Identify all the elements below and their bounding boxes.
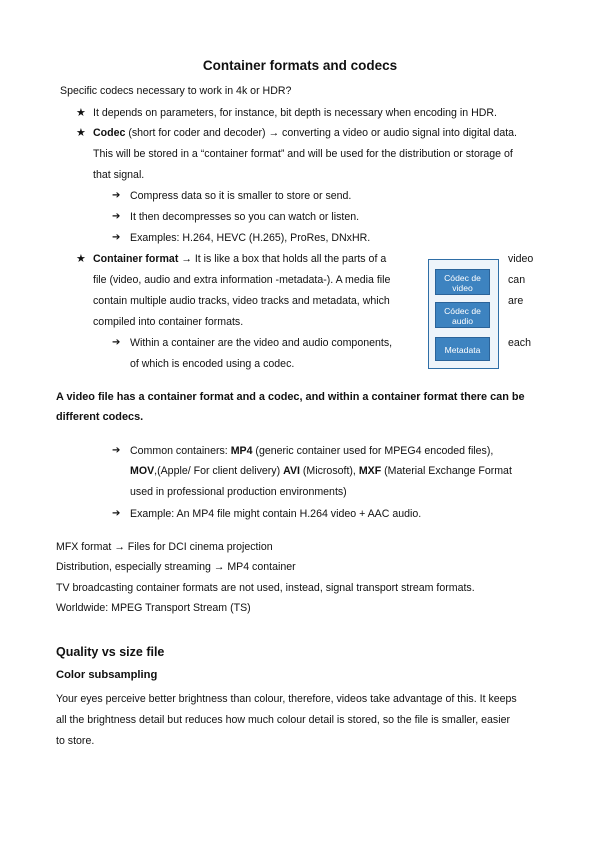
container-sub-line-2: of which is encoded using a codec. — [130, 358, 295, 370]
note-mfx: MFX format → Files for DCI cinema projection — [56, 541, 273, 553]
containers-example: Example: An MP4 file might contain H.264 video + AAC audio. — [130, 508, 422, 520]
containers-line-3: used in professional production environments) — [130, 486, 347, 498]
container-line-1-end: video — [508, 253, 534, 265]
container-definition: → It is like a box that holds all the parts of a — [178, 253, 387, 265]
arrow-icon: ➔ — [112, 232, 121, 243]
arrow-icon: ➔ — [112, 508, 121, 519]
note-tv-broadcasting: TV broadcasting container formats are not used, instead, signal transport stream formats. — [56, 582, 475, 594]
star-icon: ★ — [76, 253, 86, 265]
quality-paragraph-line-2: all the brightness detail but reduces how much colour detail is stored, so the file is smaller, easier — [56, 714, 510, 726]
container-line-2-end: can — [508, 274, 526, 286]
diagram-video-codec-label-1: Códec de — [444, 273, 481, 283]
containers-mp4-desc: (generic container used for MPEG4 encoded files), — [252, 445, 494, 457]
arrow-icon: ➔ — [112, 211, 121, 222]
codec-sub-item: Compress data so it is smaller to store or send. — [130, 190, 352, 202]
summary-line-2: different codecs. — [56, 411, 144, 423]
arrow-icon: ➔ — [112, 337, 121, 348]
star-icon: ★ — [76, 107, 86, 119]
container-mp4: MP4 — [230, 445, 253, 457]
page-title: Container formats and codecs — [202, 58, 398, 73]
star-icon: ★ — [76, 127, 86, 139]
container-mxf: MXF — [358, 465, 382, 477]
container-line-2: file (video, audio and extra information -metadata-). A media file — [93, 274, 391, 286]
containers-prefix: Common containers: — [130, 445, 231, 457]
container-sub-line-1: Within a container are the video and audio components, — [130, 337, 393, 349]
containers-avi-desc: (Microsoft), — [299, 465, 359, 477]
diagram-audio-codec-label-2: audio — [451, 316, 474, 326]
codec-line-3: that signal. — [93, 169, 145, 181]
codec-definition: (short for coder and decoder) → converting a video or audio signal into digital data. — [125, 127, 517, 139]
container-diagram — [428, 259, 499, 369]
note-worldwide: Worldwide: MPEG Transport Stream (TS) — [56, 602, 251, 614]
section-heading-quality: Quality vs size file — [56, 645, 165, 659]
codec-sub-item: Examples: H.264, HEVC (H.265), ProRes, DNxHR. — [130, 232, 371, 244]
diagram-audio-codec-box — [435, 302, 490, 328]
subheading-color-subsampling: Color subsampling — [56, 669, 158, 681]
container-line-3-end: are — [508, 295, 524, 307]
containers-mxf-desc: (Material Exchange Format — [381, 465, 512, 477]
diagram-video-codec-label-2: video — [452, 283, 473, 293]
intro-question: Specific codecs necessary to work in 4k or HDR? — [60, 85, 292, 97]
container-line-4: compiled into container formats. — [93, 316, 244, 328]
quality-paragraph-line-3: to store. — [56, 735, 95, 747]
codec-line-1 — [93, 126, 517, 140]
arrow-icon: ➔ — [112, 190, 121, 201]
container-line-3: contain multiple audio tracks, video tracks and metadata, which — [93, 295, 390, 307]
diagram-video-codec-box — [435, 269, 490, 295]
container-avi: AVI — [283, 465, 300, 477]
containers-mov-desc: ,(Apple/ For client delivery) — [154, 465, 284, 477]
quality-paragraph-line-1: Your eyes perceive better brightness than colour, therefore, videos take advantage of this. It keeps — [56, 693, 517, 705]
containers-line-1 — [130, 444, 493, 458]
container-line-1 — [93, 252, 386, 266]
container-term: Container format — [93, 253, 179, 265]
codec-line-2: This will be stored in a “container format” and will be used for the distribution or storage of — [93, 148, 513, 160]
diagram-audio-codec-label-1: Códec de — [444, 306, 481, 316]
bullet-parameters: It depends on parameters, for instance, bit depth is necessary when encoding in HDR. — [93, 107, 497, 119]
arrow-icon: ➔ — [112, 445, 121, 456]
summary-line-1: A video file has a container format and a codec, and within a container format there can be — [56, 391, 525, 403]
containers-line-2 — [130, 464, 512, 478]
codec-term: Codec — [93, 127, 126, 139]
container-sub-line-1-end: each — [508, 337, 531, 349]
note-distribution: Distribution, especially streaming → MP4 container — [56, 561, 296, 573]
diagram-metadata-label: Metadata — [444, 345, 481, 355]
diagram-metadata-box — [435, 337, 490, 361]
container-mov: MOV — [130, 465, 155, 477]
codec-sub-item: It then decompresses so you can watch or listen. — [130, 211, 360, 223]
